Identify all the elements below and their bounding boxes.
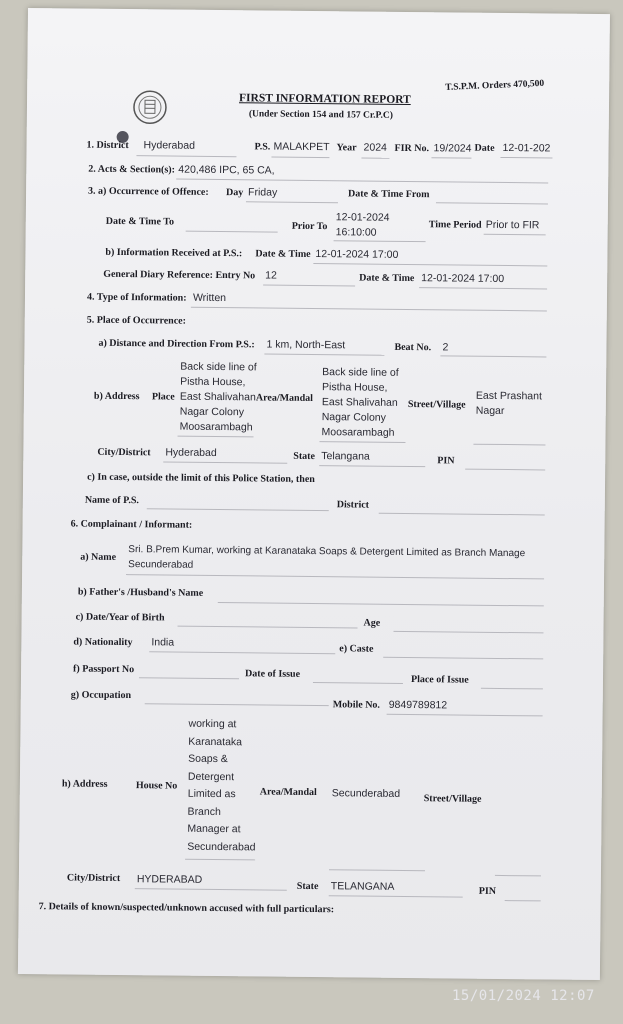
occurrence-label: 3. a) Occurrence of Offence:	[88, 185, 209, 198]
prior-to-value: 12-01-2024 16:10:00	[335, 211, 390, 239]
complainant-address-label: h) Address	[61, 778, 108, 790]
complainant-area-value: Secunderabad	[331, 787, 401, 800]
city-district-label: City/District	[97, 446, 151, 459]
gd-entry-value: 12	[265, 269, 277, 282]
caste-label: e) Caste	[339, 643, 374, 655]
complainant-area-label: Area/Mandal	[259, 786, 317, 799]
address-label: b) Address	[93, 390, 140, 403]
outside-limit-label: c) In case, outside the limit of this Police Station, then	[87, 471, 315, 486]
nationality-label: d) Nationality	[73, 636, 133, 649]
date-of-issue-label: Date of Issue	[244, 668, 301, 680]
acts-label: 2. Acts & Section(s):	[88, 163, 176, 176]
distance-value: 1 km, North-East	[266, 338, 346, 352]
fir-date-value: 12-01-202	[502, 141, 551, 155]
acts-value: 420,486 IPC, 65 CA,	[178, 163, 275, 177]
area-mandal-value: Back side line of Pistha House, East Shalivahan Nagar Colony Moosarambagh	[321, 366, 399, 439]
complainant-city-value: HYDERABAD	[136, 873, 203, 886]
complainant-city-label: City/District	[66, 872, 121, 885]
age-label: Age	[363, 617, 381, 629]
city-district-value: Hyderabad	[165, 446, 217, 460]
house-no-label: House No	[135, 780, 178, 792]
gd-reference-label: General Diary Reference: Entry No	[103, 268, 256, 282]
info-date-time-value: 12-01-2024 17:00	[315, 248, 399, 261]
street-village-label: Street/Village	[407, 398, 466, 411]
fir-label: FIR No.	[394, 142, 430, 155]
ps-label: P.S.	[254, 141, 271, 153]
ps-value: MALAKPET	[273, 140, 330, 154]
time-period-value: Prior to FIR	[485, 218, 540, 232]
complainant-state-value: TELANGANA	[330, 880, 395, 893]
pin-label: PIN	[437, 455, 455, 467]
date-time-from-label: Date & Time From	[348, 188, 430, 201]
fir-document	[18, 8, 610, 980]
year-label: Year	[336, 142, 357, 154]
page-title: FIRST INFORMATION REPORT	[239, 92, 411, 107]
fir-value: 19/2024	[433, 142, 472, 155]
father-name-label: b) Father's /Husband's Name	[77, 586, 204, 599]
orders-reference: T.S.P.M. Orders 470,500	[445, 78, 545, 93]
gd-date-time-label: Date & Time	[359, 272, 415, 285]
complainant-state-label: State	[296, 880, 319, 893]
beat-label: Beat No.	[394, 341, 432, 354]
gd-date-time-value: 12-01-2024 17:00	[421, 272, 505, 286]
state-value: Telangana	[321, 450, 370, 463]
area-mandal-label: Area/Mandal	[255, 392, 314, 405]
street-village-value: East Prashant Nagar	[475, 389, 542, 418]
passport-label: f) Passport No	[73, 663, 135, 676]
district-value: Hyderabad	[143, 139, 196, 152]
district-label: 1. District	[86, 139, 129, 152]
place-of-issue-label: Place of Issue	[410, 674, 469, 686]
complainant-name-label: a) Name	[80, 551, 117, 563]
place-of-occurrence-label: 5. Place of Occurrence:	[86, 314, 187, 327]
complainant-name-value: Sri. B.Prem Kumar, working at Karanataka Soaps & Detergent Limited as Branch Manage Secunderabad	[128, 544, 526, 571]
info-date-time-label: Date & Time	[255, 248, 311, 260]
occupation-label: g) Occupation	[70, 689, 132, 702]
complainant-label: 6. Complainant / Informant:	[70, 518, 193, 531]
distance-label: a) Distance and Direction From P.S.:	[98, 337, 255, 351]
outside-district-label: District	[336, 499, 370, 511]
complainant-pin-label: PIN	[478, 885, 497, 897]
place-label: Place	[151, 391, 175, 403]
info-type-label: 4. Type of Information:	[86, 291, 187, 304]
day-value: Friday	[248, 186, 278, 199]
complainant-street-label: Street/Village	[423, 793, 482, 805]
beat-value: 2	[442, 341, 449, 354]
date-time-to-label: Date & Time To	[105, 215, 175, 228]
info-type-value: Written	[192, 291, 227, 305]
fir-date-label: Date	[474, 142, 495, 154]
mobile-label: Mobile No.	[332, 699, 380, 711]
nationality-value: India	[151, 636, 175, 649]
time-period-label: Time Period	[428, 219, 482, 231]
house-no-value: working at Karanataka Soaps & Detergent Limited as Branch Manager at Secunderabad	[187, 717, 256, 853]
dob-label: c) Date/Year of Birth	[75, 611, 165, 624]
state-label: State	[293, 450, 316, 463]
day-label: Day	[226, 187, 244, 199]
mobile-value: 9849789812	[388, 698, 448, 712]
year-value: 2024	[363, 141, 387, 154]
prior-to-label: Prior To	[291, 220, 328, 233]
place-value: Back side line of Pistha House, East Shalivahan Nagar Colony Moosarambagh	[179, 360, 257, 434]
name-of-ps-label: Name of P.S.	[84, 494, 139, 507]
page-subtitle: (Under Section 154 and 157 Cr.P.C)	[248, 109, 393, 121]
state-emblem-icon	[132, 89, 168, 125]
accused-details-label: 7. Details of known/suspected/unknown accused with full particulars:	[38, 901, 335, 916]
photo-timestamp: 15/01/2024 12:07	[452, 988, 595, 1004]
info-received-label: b) Information Received at P.S.:	[105, 246, 243, 260]
